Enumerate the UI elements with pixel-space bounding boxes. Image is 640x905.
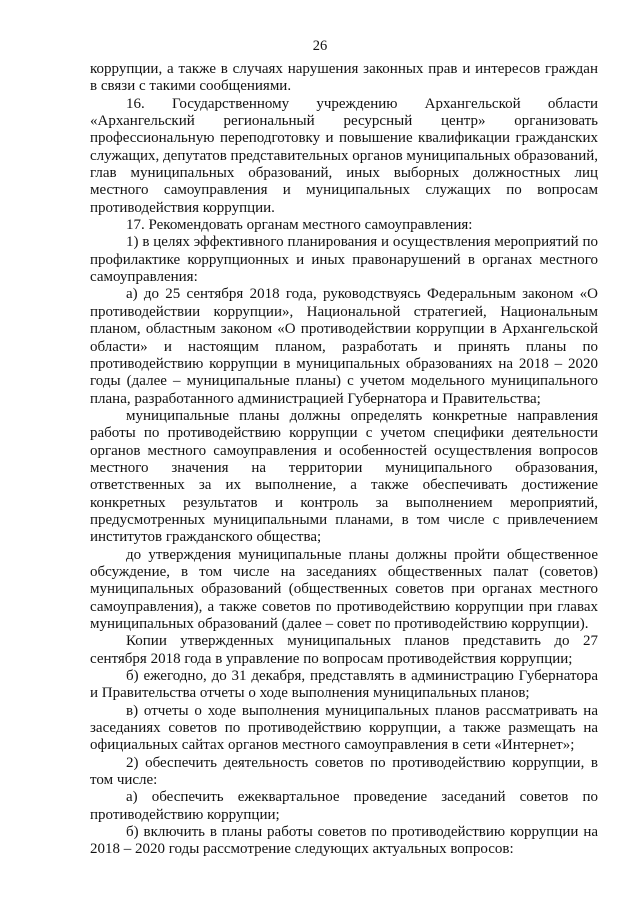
- paragraph-plan-copies: Копии утвержденных муниципальных планов представить до 27 сентября 2018 года в управление по вопросам противодействия коррупции;: [90, 633, 598, 667]
- paragraph-subitem-2b: б) включить в планы работы советов по противодействию коррупции на 2018 – 2020 годы рассмотрение следующих актуальных вопросов:: [90, 824, 598, 858]
- paragraph-subitem-1: 1) в целях эффективного планирования и осуществления мероприятий по профилактике коррупционных и иных правонарушений в органах местного самоуправления:: [90, 234, 598, 286]
- paragraph-item-17: 17. Рекомендовать органам местного самоуправления:: [126, 217, 473, 234]
- paragraph-continuation: коррупции, а также в случаях нарушения законных прав и интересов граждан в связи с такими сообщениями.: [90, 61, 598, 95]
- paragraph-plan-discussion: до утверждения муниципальные планы должны пройти общественное обсуждение, в том числе на заседаниях общественных палат (советов) муниципальных образований (общественных советов при органах местного самоуправления), а также советов по противодействию коррупции при главах муниципальных образований (далее – совет по противодействию коррупции).: [90, 546, 598, 632]
- paragraph-municipal-plans: муниципальные планы должны определять конкретные направления работы по противодействию коррупции с учетом специфики деятельности органов местного самоуправления и особенностей осуществления вопросов местного значения на территории муниципального образования, ответственных за их выполнение, а также обеспечивать достижение конкретных результатов и контроль за выполнением мероприятий, предусмотренных муниципальными планами, в том числе с привлечением институтов гражданского общества;: [90, 407, 598, 546]
- paragraph-subitem-1b: б) ежегодно, до 31 декабря, представлять в администрацию Губернатора и Правительства отчеты о ходе выполнения муниципальных планов;: [90, 668, 598, 702]
- paragraph-item-16: 16. Государственному учреждению Архангельской области «Архангельский региональный ресурсный центр» организовать профессиональную переподготовку и повышение квалификации гражданских служащих, депутатов представительных органов муниципальных образований, глав муниципальных образований, иных выборных должностных лиц местного самоуправления и муниципальных служащих по вопросам противодействия коррупции.: [90, 95, 599, 216]
- paragraph-subitem-1a: а) до 25 сентября 2018 года, руководствуясь Федеральным законом «О противодействии коррупции», Национальной стратегией, Национальным планом, областным законом «О противодействии коррупции в Архангельской области» и настоящим планом, разработать и принять планы по противодействию коррупции в муниципальных образованиях на 2018 – 2020 годы (далее – муниципальные планы) с учетом модельного муниципального плана, разработанного администрацией Губернатора и Правительства;: [90, 286, 598, 407]
- paragraph-subitem-1v: в) отчеты о ходе выполнения муниципальных планов рассматривать на заседаниях советов по противодействию коррупции, а также размещать на официальных сайтах органов местного самоуправления в сети «Интернет»;: [90, 702, 598, 754]
- document-body: [90, 61, 598, 859]
- paragraph-subitem-2a: а) обеспечить ежеквартальное проведение заседаний советов по противодействию коррупции;: [90, 789, 598, 823]
- page-number: 26: [312, 38, 328, 54]
- paragraph-subitem-2: 2) обеспечить деятельность советов по противодействию коррупции, в том числе:: [90, 754, 598, 789]
